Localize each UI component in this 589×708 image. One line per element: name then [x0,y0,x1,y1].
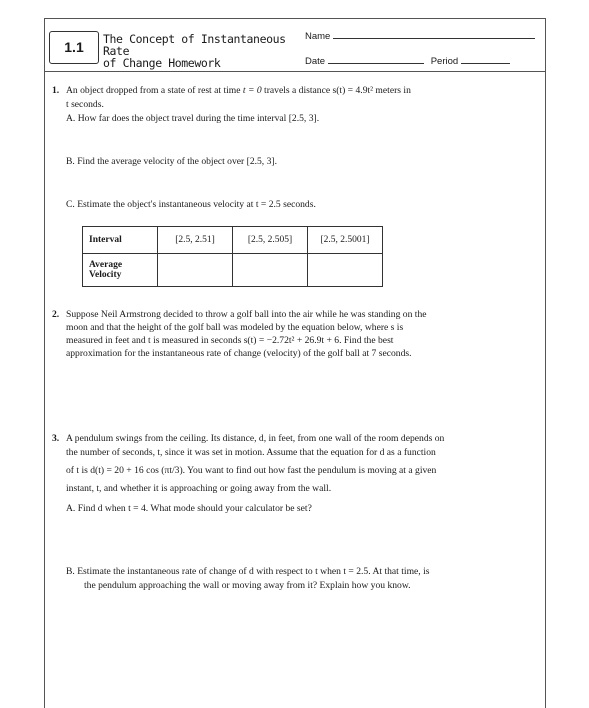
date-label: Date [305,56,326,67]
table-cell-interval-1: [2.5, 2.51] [158,227,233,254]
q1-stem-c: travels a distance [261,85,333,96]
name-label: Name [305,31,331,42]
title-line-2: of Change Homework [103,56,221,70]
q2-number: 2. [52,309,60,320]
answer-cell-2[interactable] [233,254,308,287]
table-cell-interval: Interval [83,227,158,254]
period-label: Period [430,56,459,67]
q1-stem-b: t = 0 [242,85,262,96]
table-cell-avg-velocity [83,254,158,287]
q2-line-2: moon and that the height of the golf ball was modeled by the equation below, where s is [66,322,404,333]
avg-velocity-label-1: Average [89,260,123,270]
lesson-number: 1.1 [49,31,99,64]
answer-cell-3[interactable] [308,254,383,287]
q3-line-4: instant, t, and whether it is approaching or going away from the wall. [66,483,332,494]
velocity-table [82,226,383,287]
q1-part-c: C. Estimate the object's instantaneous velocity at t = 2.5 seconds. [66,199,316,210]
title-line-1: The Concept of Instantaneous Rate [103,32,286,58]
q3-line-3: of t is d(t) = 20 + 16 cos (πt/3). You want to find out how fast the pendulum is moving at a given [66,465,437,476]
q2-line-4: approximation for the instantaneous rate of change (velocity) of the golf ball at 7 seconds. [66,348,412,359]
answer-cell-1[interactable] [158,254,233,287]
q3-line-2: the number of seconds, t, since it was set in motion. Assume that the equation for d as a function [66,447,436,458]
q3-part-a: A. Find d when t = 4. What mode should your calculator be set? [66,503,312,514]
table-row [83,254,383,287]
q1-stem-a: An object dropped from a state of rest at time [66,85,243,96]
q1-stem-d: s(t) = 4.9t² meters in [332,85,411,96]
q3-number: 3. [52,433,60,444]
q1-number: 1. [52,85,60,96]
q3-line-1: A pendulum swings from the ceiling. Its distance, d, in feet, from one wall of the room depends on [66,433,445,444]
q2-line-1: Suppose Neil Armstrong decided to throw a golf ball into the air while he was standing on the [66,309,427,320]
q3-part-b-line-1: B. Estimate the instantaneous rate of change of d with respect to t when t = 2.5. At that time, is [66,566,430,577]
q1-part-b: B. Find the average velocity of the object over [2.5, 3]. [66,156,277,167]
q1-part-a: A. How far does the object travel during the time interval [2.5, 3]. [66,113,320,124]
table-cell-interval-3: [2.5, 2.5001] [308,227,383,254]
q1-stem-line2: t seconds. [66,99,104,110]
q3-part-b-line-2: the pendulum approaching the wall or moving away from it? Explain how you know. [84,580,411,591]
table-cell-interval-2: [2.5, 2.505] [233,227,308,254]
avg-velocity-label-2: Velocity [89,270,122,280]
q2-line-3: measured in feet and t is measured in seconds s(t) = −2.72t² + 26.9t + 6. Find the best [66,335,394,346]
table-row [83,227,383,254]
